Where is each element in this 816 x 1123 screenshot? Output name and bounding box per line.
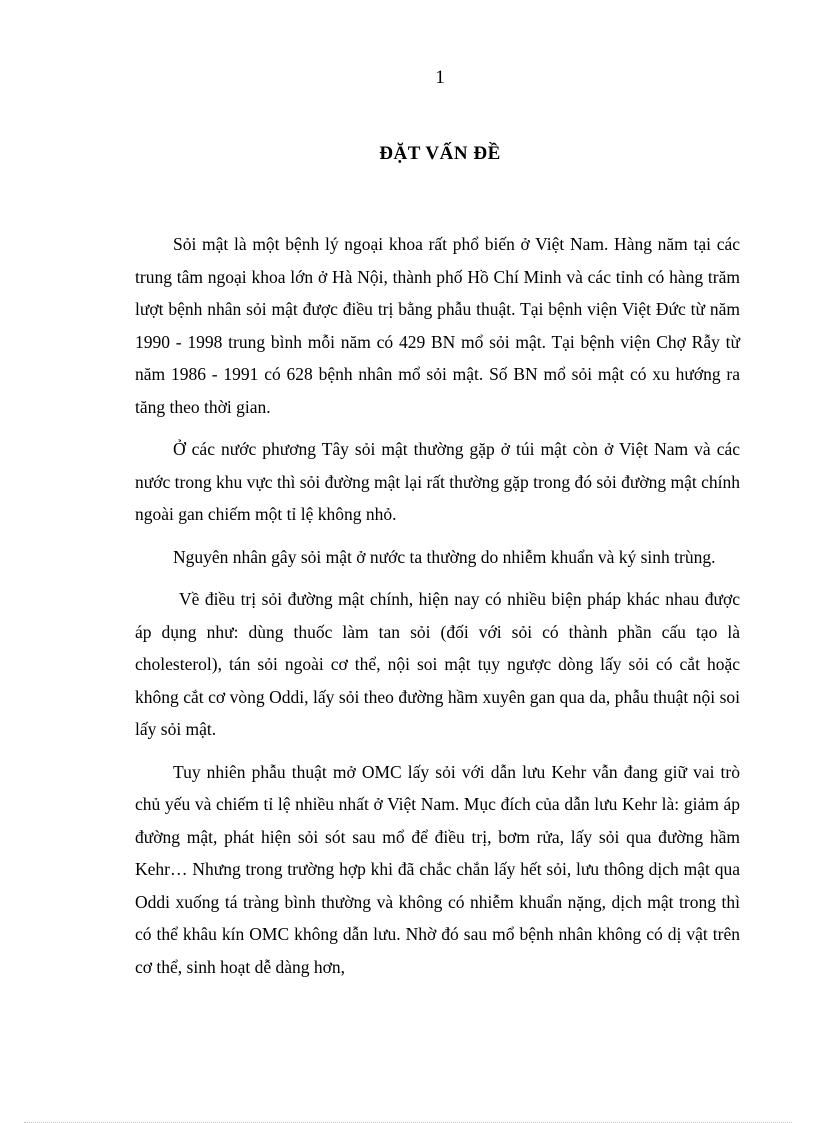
page-number: 1 xyxy=(435,67,445,88)
paragraph-causes: Nguyên nhân gây sỏi mật ở nước ta thường do nhiễm khuẩn và ký sinh trùng. xyxy=(173,546,716,567)
paragraph-gallstone-prevalence: Sỏi mật là một bệnh lý ngoại khoa rất phổ biến ở Việt Nam. Hàng năm tại các trung tâm ngoại khoa lớn ở Hà Nội, thành phố Hồ Chí Minh và các tỉnh có hàng trăm lượt bệnh nhân sỏi mật được điều trị bằng phẫu thuật. Tại bệnh viện Việt Đức từ năm 1990 - 1998 trung bình mỗi năm có 429 BN mổ sỏi mật. Tại bệnh viện Chợ Rẫy từ năm 1986 - 1991 có 628 bệnh nhân mổ sỏi mật. Số BN mổ sỏi mật có xu hướng ra tăng theo thời gian. xyxy=(135,234,740,417)
paragraph-kehr-drainage: Tuy nhiên phẫu thuật mở OMC lấy sỏi với dẫn lưu Kehr vẫn đang giữ vai trò chủ yếu và chiếm tỉ lệ nhiều nhất ở Việt Nam. Mục đích của dẫn lưu Kehr là: giảm áp đường mật, phát hiện sỏi sót sau mổ để điều trị, bơm rửa, lấy sỏi qua đường hầm Kehr… Nhưng trong trường hợp khi đã chắc chắn lấy hết sỏi, lưu thông dịch mật qua Oddi xuống tá tràng bình thường và không có nhiễm khuẩn nặng, dịch mật trong thì có thể khâu kín OMC không dẫn lưu. Nhờ đó sau mổ bệnh nhân không có dị vật trên cơ thể, sinh hoạt dễ dàng hơn, xyxy=(135,761,740,977)
document-body xyxy=(135,228,740,993)
paragraph-treatment-methods: Về điều trị sỏi đường mật chính, hiện nay có nhiều biện pháp khác nhau được áp dụng như: dùng thuốc làm tan sỏi (đối với sỏi có thành phần cấu tạo là cholesterol), tán sỏi ngoài cơ thể, nội soi mật tụy ngược dòng lấy sỏi có cắt hoặc không cắt cơ vòng Oddi, lấy sỏi theo đường hầm xuyên gan qua da, phẫu thuật nội soi lấy sỏi mật. xyxy=(135,589,740,739)
page-title: ĐẶT VẤN ĐỀ xyxy=(379,143,501,164)
paragraph-western-vs-vietnam: Ở các nước phương Tây sỏi mật thường gặp ở túi mật còn ở Việt Nam và các nước trong khu vực thì sỏi đường mật lại rất thường gặp trong đó sỏi đường mật chính ngoài gan chiếm một tỉ lệ không nhỏ. xyxy=(135,439,740,524)
